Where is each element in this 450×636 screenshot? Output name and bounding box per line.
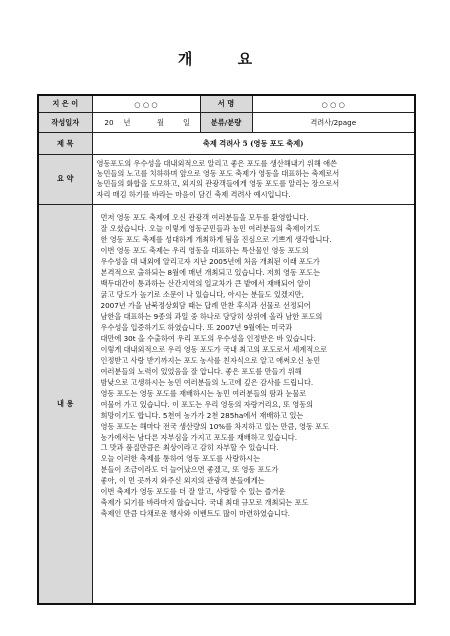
author-row — [38, 95, 415, 113]
content-row — [38, 204, 415, 604]
signature-label: 서 명 — [200, 95, 252, 113]
content-line: 백두대간이 통과하는 산간지역의 일교차가 큰 밭에서 재배되어 알이 — [100, 278, 311, 288]
date-month-unit: 월 — [157, 117, 164, 127]
content-line: 먼저 영동 포도 축제에 오신 관광객 여러분들을 모두를 환영합니다. — [100, 212, 309, 222]
date-year: 20 — [104, 117, 114, 127]
content-line: 이번 축제가 영동 포도를 더 잘 알고, 사랑할 수 있는 즐거운 — [100, 487, 286, 497]
content-line: 영동 포도는 영동 포도를 재배하시는 농민 여러분들의 땀과 눈물로 — [100, 388, 307, 398]
author-value: ○ ○ ○ — [92, 95, 200, 113]
content-line: 인정받고 사랑 받기까지는 포도 농사를 친자식으로 알고 애써오신 농민 — [100, 355, 321, 365]
content-text — [92, 204, 415, 604]
date-label: 작성일자 — [38, 113, 92, 133]
speech-title: 축제 격려사 5 (영동 포도 축제) — [92, 133, 415, 155]
content-line: 이렇게 대내외적으로 우리 영동 포도가 국내 최고의 포도로서 세계적으로 — [100, 344, 328, 354]
content-line: 희망이기도 합니다. 5천여 농가가 2천 285ha에서 재배하고 있는 — [100, 410, 304, 420]
content-line: 본격적으로 출하되는 8월에 매년 개최되고 있습니다. 저희 영동 포도는 — [100, 267, 321, 277]
summary-label: 요 약 — [38, 155, 92, 205]
summary-text — [92, 155, 415, 205]
document-title: 개 요 — [177, 50, 273, 68]
content-line: 우수성을 대 내외에 알리고자 지난 2005년에 처음 개최된 이래 포도가 — [100, 256, 320, 266]
date-value — [92, 113, 200, 133]
content-line: 좋아, 이 먼 곳까지 와주신 외지의 관광객 분들에게는 — [100, 476, 265, 486]
category-label: 분류/분량 — [200, 113, 252, 133]
content-line: 남한을 대표하는 9종의 과일 중 하나로 당당히 상위에 올라 남한 포도의 — [100, 311, 323, 321]
content-line: 영동 포도는 해마다 전국 생산량의 10%를 차지하고 있는 만큼, 영동 포도 — [100, 421, 330, 431]
content-line: 여물어 가고 있습니다. 이 포도는 우리 영동의 자랑거리요, 또 영동의 — [100, 399, 314, 409]
summary-line: 농민들의 화합을 도모하고, 외지의 관광객들에게 영동 포도를 알리는 장으로서 — [96, 179, 340, 189]
content-line: 농가에서는 남다른 자부심을 가지고 포도를 재배하고 있습니다. — [100, 432, 298, 442]
summary-line: 영동포도의 우수성을 대내외적으로 알리고 좋은 포도를 생산해내기 위해 애쓴 — [96, 159, 337, 168]
summary-form-table — [37, 94, 416, 605]
date-day-unit: 일 — [183, 117, 190, 127]
author-label: 지 은 이 — [38, 95, 92, 113]
content-line: 밤낮으로 고생하시는 농민 여러분들의 노고에 깊은 감사를 드립니다. — [100, 377, 314, 387]
content-line: 축제인 만큼 다채로운 행사와 이벤트도 많이 마련하였습니다. — [100, 509, 291, 519]
content-line: 2007년 가을 남북정상회담 때는 답례 만찬 후식과 선물로 선정되어 — [100, 300, 311, 310]
content-line: 축제가 되기를 바라마지 않습니다. 국내 최대 규모로 개최되는 포도 — [100, 498, 309, 508]
content-line: 한 영동 포도 축제를 성대하게 개최하게 됨을 진심으로 기쁘게 생각합니다. — [100, 234, 332, 244]
content-label: 내 용 — [38, 204, 92, 604]
content-line: 대만에 30t 을 수출하여 우리 포도의 우수성을 인정받은 바 있습니다. — [100, 333, 316, 343]
signature-value: ○ ○ ○ — [252, 95, 415, 113]
content-line: 여러분들의 노력이 있었음을 잘 압니다. 좋은 포도를 만들기 위해 — [100, 366, 302, 376]
date-row — [38, 113, 415, 133]
content-line: 이번 영동 포도 축제는 우리 영동을 대표하는 특산물인 영동 포도의 — [100, 245, 309, 255]
content-line: 분들이 조금이라도 더 늘어났으면 좋겠고, 또 영동 포도가 — [100, 465, 279, 475]
content-line: 그 맛과 품질만큼은 최상이라고 감히 자부할 수 있습니다. — [100, 443, 279, 453]
title-label: 제 목 — [38, 133, 92, 155]
content-line: 굵고 당도가 높기로 소문이 나 있습니다, 아시는 분들도 있겠지만, — [100, 289, 304, 299]
content-line: 우수성을 입증하기도 하였습니다. 또 2007년 9월에는 미국과 — [100, 322, 293, 332]
summary-line: 자리 매김 하기를 바라는 마음이 담긴 축제 격려사 예시입니다. — [96, 189, 291, 199]
summary-line: 농민들의 노고를 치하하며 앞으로 영동 포도 축제가 영동을 대표하는 축제로서 — [96, 169, 340, 179]
title-row — [38, 133, 415, 155]
summary-row — [38, 155, 415, 205]
content-line: 오늘 이러한 축제를 통하여 영동 포도를 사랑하시는 — [100, 454, 261, 464]
content-line: 잘 오셨습니다. 오늘 이렇게 영동군민들과 농민 여러분들의 축제이기도 — [100, 223, 321, 233]
category-value: 격려사/2page — [252, 113, 415, 133]
date-year-unit: 년 — [123, 117, 131, 127]
